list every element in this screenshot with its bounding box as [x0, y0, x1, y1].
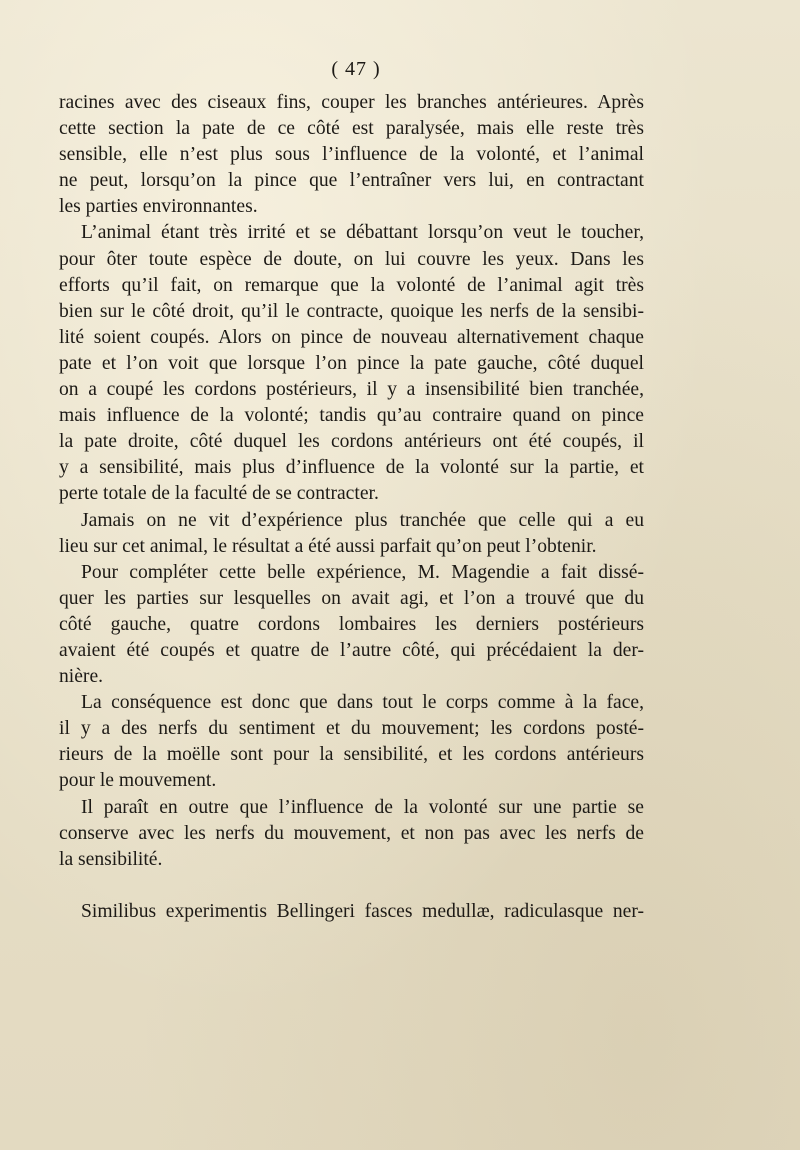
text-line: ne peut, lorsqu’on la pince que l’entraîner vers lui, en contractant — [59, 170, 644, 192]
text-line: lité soient coupés. Alors on pince de nouveau alternativement chaque — [59, 326, 644, 348]
text-line: avaient été coupés et quatre de l’autre côté, qui précédaient la der- — [59, 639, 644, 661]
text-line: côté gauche, quatre cordons lombaires les derniers postérieurs — [59, 613, 644, 635]
text-line: mais influence de la volonté; tandis qu’au contraire quand on pince — [59, 405, 644, 427]
text-line: pour le mouvement. — [59, 770, 217, 792]
text-line: conserve avec les nerfs du mouvement, et non pas avec les nerfs de — [59, 822, 644, 844]
page-number: ( 47 ) — [331, 58, 381, 80]
text-line: Jamais on ne vit d’expérience plus tranchée que celle qui a eu — [81, 509, 644, 531]
text-line: lieu sur cet animal, le résultat a été aussi parfait qu’on peut l’obtenir. — [59, 535, 597, 557]
text-line: Pour compléter cette belle expérience, M. Magendie a fait dissé- — [81, 561, 644, 583]
text-line: perte totale de la faculté de se contracter. — [59, 483, 379, 505]
text-line: bien sur le côté droit, qu’il le contracte, quoique les nerfs de la sensibi- — [59, 300, 644, 322]
text-line: pour ôter toute espèce de doute, on lui couvre les yeux. Dans les — [59, 248, 644, 270]
body-text — [59, 90, 644, 925]
text-line: nière. — [59, 666, 104, 688]
text-line: Il paraît en outre que l’influence de la volonté sur une partie se — [81, 796, 644, 818]
text-line: les parties environnantes. — [59, 196, 258, 218]
text-line: L’animal étant très irrité et se débattant lorsqu’on veut le toucher, — [81, 222, 644, 244]
text-line: cette section la pate de ce côté est paralysée, mais elle reste très — [59, 118, 644, 140]
text-line: pate et l’on voit que lorsque l’on pince la pate gauche, côté duquel — [59, 352, 644, 374]
text-line: rieurs de la moëlle sont pour la sensibilité, et les cordons antérieurs — [59, 744, 644, 766]
text-line: Similibus experimentis Bellingeri fasces medullæ, radiculasque ner- — [81, 900, 644, 922]
text-line: racines avec des ciseaux fins, couper les branches antérieures. Après — [59, 92, 644, 113]
text-line: il y a des nerfs du sentiment et du mouvement; les cordons posté- — [59, 718, 644, 740]
text-line: efforts qu’il fait, on remarque que la volonté de l’animal agit très — [59, 274, 644, 296]
text-line: y a sensibilité, mais plus d’influence de la volonté sur la partie, et — [59, 457, 644, 479]
paragraph-gap — [59, 873, 644, 899]
text-line: la pate droite, côté duquel les cordons antérieurs ont été coupés, il — [59, 431, 644, 453]
text-line: La conséquence est donc que dans tout le corps comme à la face, — [81, 692, 644, 714]
text-line: sensible, elle n’est plus sous l’influence de la volonté, et l’animal — [59, 144, 644, 166]
text-line: on a coupé les cordons postérieurs, il y a insensibilité bien tranchée, — [59, 379, 644, 401]
text-line: la sensibilité. — [59, 848, 163, 870]
text-line: quer les parties sur lesquelles on avait agi, et l’on a trouvé que du — [59, 587, 644, 609]
